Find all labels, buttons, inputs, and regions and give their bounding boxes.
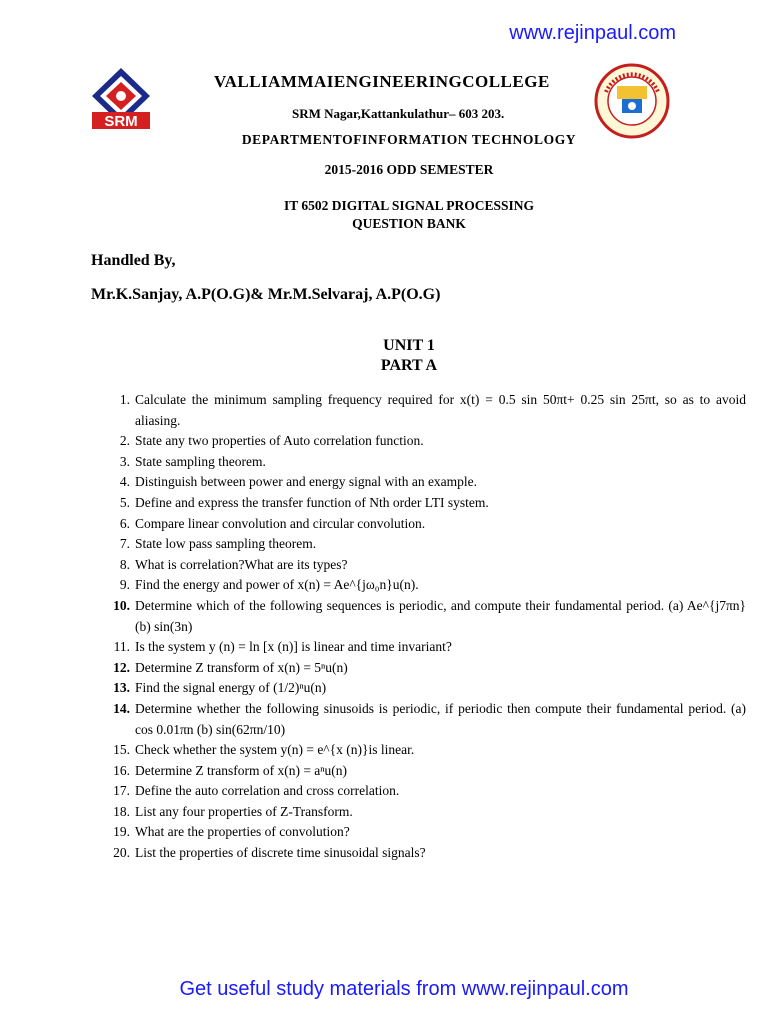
question-text: List any four properties of Z-Transform. bbox=[135, 803, 353, 819]
question-text: State any two properties of Auto correlation function. bbox=[135, 433, 424, 449]
question-text: State low pass sampling theorem. bbox=[135, 536, 317, 552]
question-number: 3. bbox=[119, 453, 130, 469]
question-number: 7. bbox=[119, 536, 130, 552]
list-item bbox=[106, 678, 746, 699]
question-text: Compare linear convolution and circular convolution. bbox=[135, 515, 426, 531]
question-text: Distinguish between power and energy signal with an example. bbox=[135, 474, 478, 490]
question-text: Determine which of the following sequences is periodic, and compute their fundamental period. (a) Ae^{j7πn} (b) sin(3n) bbox=[135, 597, 746, 634]
question-text: Find the energy and power of x(n) = Ae^{jω₀n}u(n). bbox=[135, 577, 419, 593]
question-text: What is correlation?What are its types? bbox=[135, 556, 348, 572]
list-item bbox=[106, 472, 746, 493]
question-number: 15. bbox=[113, 742, 130, 758]
question-number: 2. bbox=[119, 433, 130, 449]
question-number: 11. bbox=[113, 639, 130, 655]
course-title-block bbox=[0, 197, 768, 233]
unit-heading bbox=[0, 336, 768, 376]
document-type: QUESTION BANK bbox=[352, 216, 466, 231]
question-text: What are the properties of convolution? bbox=[135, 824, 350, 840]
question-number: 18. bbox=[113, 803, 130, 819]
semester-label: 2015-2016 ODD SEMESTER bbox=[324, 162, 494, 177]
list-item bbox=[106, 822, 746, 843]
question-number: 8. bbox=[119, 556, 130, 572]
unit-part: PART A bbox=[380, 357, 438, 374]
question-number: 19. bbox=[113, 824, 130, 840]
question-text: Calculate the minimum sampling frequency required for x(t) = 0.5 sin 50πt+ 0.25 sin 25πt, so as to avoid aliasing. bbox=[135, 392, 746, 428]
question-number: 20. bbox=[113, 845, 130, 861]
list-item bbox=[106, 514, 746, 535]
handled-by-label: Handled By, bbox=[91, 252, 176, 269]
question-text: Define the auto correlation and cross correlation. bbox=[135, 783, 400, 799]
list-item bbox=[106, 781, 746, 802]
list-item bbox=[106, 452, 746, 473]
unit-title: UNIT 1 bbox=[383, 337, 435, 354]
srm-logo-text: SRM bbox=[104, 113, 138, 130]
list-item bbox=[106, 699, 746, 740]
question-text: Find the signal energy of (1/2)ⁿu(n) bbox=[135, 680, 327, 696]
college-address: SRM Nagar,Kattankulathur– 603 203. bbox=[292, 106, 505, 121]
question-number: 17. bbox=[113, 783, 130, 799]
list-item bbox=[106, 555, 746, 576]
question-number: 9. bbox=[119, 577, 130, 593]
list-item bbox=[106, 596, 746, 637]
question-text: Determine Z transform of x(n) = aⁿu(n) bbox=[135, 762, 348, 778]
question-number: 14. bbox=[113, 700, 130, 716]
question-number: 12. bbox=[113, 659, 130, 675]
list-item bbox=[106, 761, 746, 782]
list-item bbox=[106, 740, 746, 761]
question-text: List the properties of discrete time sinusoidal signals? bbox=[135, 845, 426, 861]
question-number: 16. bbox=[113, 762, 130, 778]
list-item bbox=[106, 637, 746, 658]
list-item bbox=[106, 431, 746, 452]
staff-names: Mr.K.Sanjay, A.P(O.G)& Mr.M.Selvaraj, A.P(O.G) bbox=[91, 286, 441, 303]
list-item bbox=[106, 390, 746, 431]
footer-promo-link[interactable]: Get useful study materials from www.rejinpaul.com bbox=[179, 978, 629, 1000]
college-seal-icon bbox=[592, 62, 672, 140]
question-number: 5. bbox=[119, 494, 130, 510]
header-url-link[interactable]: www.rejinpaul.com bbox=[509, 22, 676, 44]
question-number: 13. bbox=[113, 680, 130, 696]
question-text: Define and express the transfer function of Nth order LTI system. bbox=[135, 494, 489, 510]
question-text: Check whether the system y(n) = e^{x (n)}is linear. bbox=[135, 742, 415, 758]
list-item bbox=[106, 493, 746, 514]
question-number: 10. bbox=[113, 597, 130, 613]
srm-logo-icon bbox=[90, 66, 152, 130]
question-number: 1. bbox=[119, 392, 130, 407]
list-item bbox=[106, 843, 746, 864]
college-name: VALLIAMMAIENGINEERINGCOLLEGE bbox=[214, 72, 550, 91]
question-text: State sampling theorem. bbox=[135, 453, 266, 469]
course-title: IT 6502 DIGITAL SIGNAL PROCESSING bbox=[283, 198, 535, 213]
list-item bbox=[106, 802, 746, 823]
list-item bbox=[106, 534, 746, 555]
question-text: Determine whether the following sinusoids is periodic, if periodic then compute their fundamental period. (a) cos 0.01πn (b) sin(62πn/10) bbox=[135, 700, 746, 737]
question-text: Determine Z transform of x(n) = 5ⁿu(n) bbox=[135, 659, 348, 675]
question-number: 6. bbox=[119, 515, 130, 531]
department-name: DEPARTMENTOFINFORMATION TECHNOLOGY bbox=[241, 132, 577, 147]
question-text: Is the system y (n) = ln [x (n)] is linear and time invariant? bbox=[135, 639, 452, 655]
list-item bbox=[106, 575, 746, 596]
list-item bbox=[106, 658, 746, 679]
question-list bbox=[106, 390, 746, 864]
question-number: 4. bbox=[119, 474, 130, 490]
